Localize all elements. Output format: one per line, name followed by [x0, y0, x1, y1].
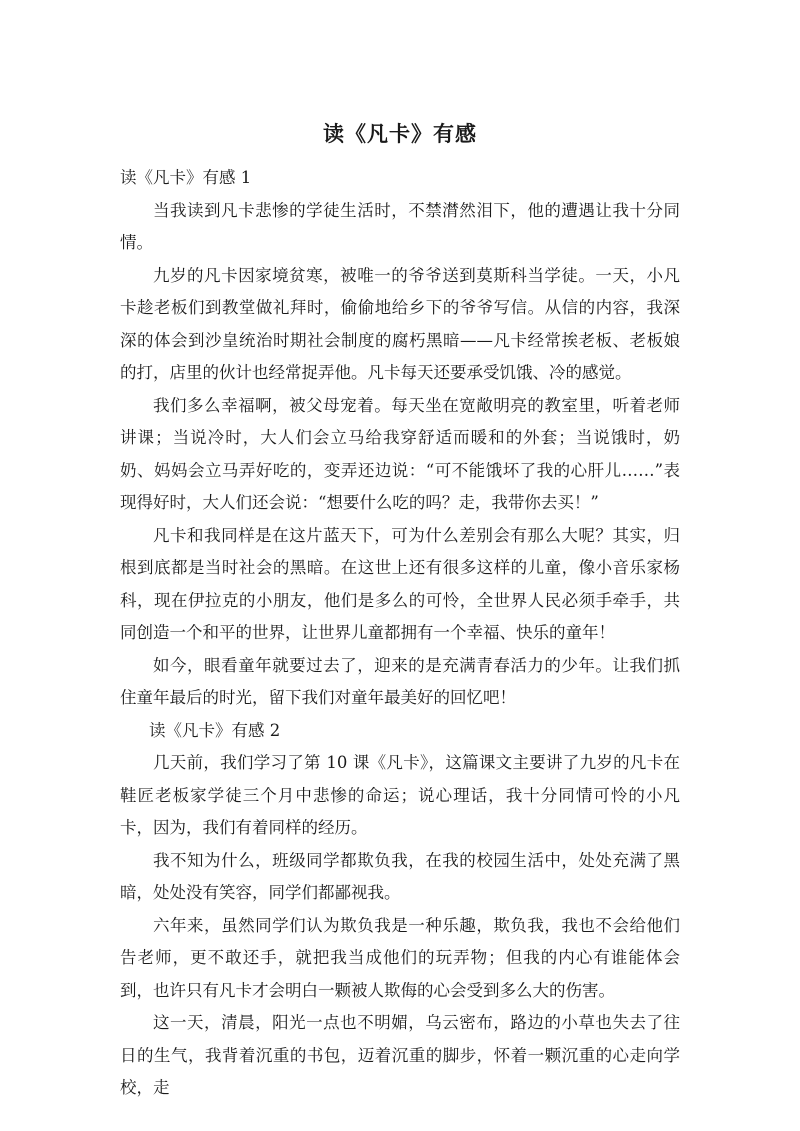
page-title: 读《凡卡》有感 — [323, 121, 477, 146]
section-heading: 读《凡卡》有感 2 — [149, 720, 281, 740]
paragraph: 六年来，虽然同学们认为欺负我是一种乐趣，欺负我，我也不会给他们告老师，更不敢还手，就把我当成他们的玩弄物；但我的内心有谁能体会到，也许只有凡卡才会明白一颗被人欺侮的心会受到多么大的伤害。 — [120, 915, 680, 1000]
paragraph: 当我读到凡卡悲惨的学徒生活时，不禁潸然泪下，他的遭遇让我十分同情。 — [120, 200, 680, 252]
paragraph: 凡卡和我同样是在这片蓝天下，可为什么差别会有那么大呢？其实，归根到底都是当时社会的黑暗。在这世上还有很多这样的儿童，像小音乐家杨科，现在伊拉克的小朋友，他们是多么的可怜，全世界人民必须手牵手，共同创造一个和平的世界，让世界儿童都拥有一个幸福、快乐的童年！ — [120, 525, 680, 642]
paragraph: 九岁的凡卡因家境贫寒，被唯一的爷爷送到莫斯科当学徒。一天，小凡卡趁老板们到教堂做礼拜时，偷偷地给乡下的爷爷写信。从信的内容，我深深的体会到沙皇统治时期社会制度的腐朽黑暗——凡卡经常挨老板、老板娘的打，店里的伙计也经常捉弄他。凡卡每天还要承受饥饿、冷的感觉。 — [120, 265, 680, 382]
document-body — [120, 162, 680, 1105]
paragraph: 我不知为什么，班级同学都欺负我，在我的校园生活中，处处充满了黑暗，处处没有笑容，同学们都鄙视我。 — [120, 850, 680, 902]
paragraph: 我们多么幸福啊，被父母宠着。每天坐在宽敞明亮的教室里，听着老师讲课；当说冷时，大人们会立马给我穿舒适而暖和的外套；当说饿时，奶奶、妈妈会立马弄好吃的，变弄还边说：“可不能饿坏了我的心肝儿……”表现得好时，大人们还会说：“想要什么吃的吗？走，我带你去买！” — [120, 395, 680, 512]
paragraph: 如今，眼看童年就要过去了，迎来的是充满青春活力的少年。让我们抓住童年最后的时光，留下我们对童年最美好的回忆吧！ — [120, 655, 680, 707]
paragraph: 这一天，清晨，阳光一点也不明媚，乌云密布，路边的小草也失去了往日的生气，我背着沉重的书包，迈着沉重的脚步，怀着一颗沉重的心走向学校，走 — [120, 1013, 680, 1097]
paragraph: 几天前，我们学习了第 10 课《凡卡》，这篇课文主要讲了九岁的凡卡在鞋匠老板家学徒三个月中悲惨的命运；说心理话，我十分同情可怜的小凡卡，因为，我们有着同样的经历。 — [120, 753, 680, 837]
section-heading: 读《凡卡》有感 1 — [120, 168, 252, 187]
